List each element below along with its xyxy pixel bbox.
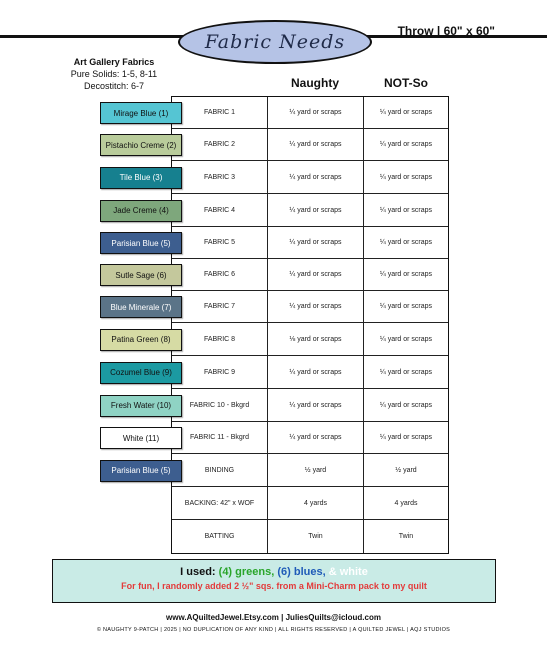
column-header-naughty: Naughty (291, 76, 339, 90)
fabric-brand-info (58, 56, 170, 92)
not-so-amount-cell: ¼ yard or scraps (379, 141, 433, 148)
table-row (172, 520, 448, 553)
not-so-amount-cell: ¼ yard or scraps (379, 206, 433, 214)
fabric-name-cell: FABRIC 8 (172, 323, 268, 355)
color-swatch: Sutle Sage (6) (100, 264, 182, 286)
fabric-name-cell: FABRIC 10 - Bkgrd (172, 389, 268, 421)
copyright-line: © NAUGHTY 9-PATCH | 2025 | NO DUPLICATION OF ANY KIND | ALL RIGHTS RESERVED | A QUILTED JEWEL | AQJ STUDIOS (96, 627, 451, 633)
color-swatch: Pistachio Creme (2) (100, 134, 182, 156)
table-row (172, 454, 448, 487)
brand-line-solids: Pure Solids: 1-5, 8-11 (70, 69, 158, 79)
table-row (172, 422, 448, 454)
not-so-amount-cell: ¼ yard or scraps (379, 335, 433, 343)
naughty-amount-cell: ¼ yard or scraps (268, 194, 364, 226)
fabric-name-cell: FABRIC 9 (172, 356, 268, 388)
color-swatch: Mirage Blue (1) (100, 102, 182, 124)
naughty-amount-cell: ¼ yard or scraps (268, 129, 364, 160)
naughty-amount-cell: ½ yard (268, 454, 364, 486)
naughty-amount-cell: ¼ yard or scraps (268, 389, 364, 421)
table-row (172, 487, 448, 520)
naughty-amount-cell: Twin (268, 520, 364, 553)
naughty-amount-cell: ¼ yard or scraps (268, 356, 364, 388)
notes-fun-line: For fun, I randomly added 2 ½" sqs. from a Mini-Charm pack to my quilt (121, 581, 427, 591)
fabric-name-cell: BINDING (172, 454, 268, 486)
fabric-name-cell: BATTING (172, 520, 268, 553)
fabric-name-cell: FABRIC 1 (172, 97, 268, 128)
fabric-name-cell: FABRIC 2 (172, 129, 268, 160)
notes-used-prefix: I used: (180, 566, 219, 578)
column-header-not-so: NOT-So (384, 76, 428, 90)
not-so-amount-cell: ¼ yard or scraps (379, 173, 433, 181)
notes-used-line (53, 566, 495, 578)
naughty-amount-cell: 4 yards (268, 487, 364, 519)
page-title: Fabric Needs (178, 20, 372, 64)
naughty-amount-cell: ⅛ yard or scraps (268, 323, 364, 355)
table-row (172, 389, 448, 422)
notes-greens: (4) greens, (218, 566, 275, 578)
color-swatch: Cozumel Blue (9) (100, 362, 182, 384)
table-row (172, 97, 448, 129)
table-row (172, 323, 448, 356)
color-swatch: White (11) (100, 427, 182, 449)
naughty-amount-cell: ¼ yard or scraps (268, 422, 364, 453)
naughty-amount-cell: ¼ yard or scraps (268, 161, 364, 193)
naughty-amount-cell: ¼ yard or scraps (268, 97, 364, 128)
not-so-amount-cell: ¼ yard or scraps (379, 401, 433, 409)
fabric-name-cell: FABRIC 11 - Bkgrd (172, 422, 268, 453)
naughty-amount-cell: ¼ yard or scraps (268, 227, 364, 258)
notes-box (52, 559, 496, 603)
fabric-name-cell: FABRIC 3 (172, 161, 268, 193)
not-so-amount-cell: ¼ yard or scraps (379, 239, 433, 246)
table-row (172, 129, 448, 161)
table-row (172, 291, 448, 323)
brand-name: Art Gallery Fabrics (73, 57, 155, 67)
not-so-amount-cell: ¼ yard or scraps (379, 368, 433, 376)
not-so-amount-cell: ¼ yard or scraps (379, 303, 433, 310)
website-line: www.AQuiltedJewel.Etsy.com | JuliesQuilts@icloud.com (166, 613, 381, 622)
fabric-name-cell: FABRIC 4 (172, 194, 268, 226)
not-so-amount-cell: ¼ yard or scraps (379, 109, 433, 116)
table-row (172, 161, 448, 194)
fabric-name-cell: BACKING: 42" x WOF (172, 487, 268, 519)
color-swatch: Blue Minerale (7) (100, 296, 182, 318)
fabric-name-cell: FABRIC 5 (172, 227, 268, 258)
color-swatch: Parisian Blue (5) (100, 460, 182, 482)
naughty-amount-cell: ¼ yard or scraps (268, 259, 364, 290)
not-so-amount-cell: 4 yards (394, 499, 418, 507)
naughty-amount-cell: ¼ yard or scraps (268, 291, 364, 322)
not-so-amount-cell: ¼ yard or scraps (379, 271, 433, 278)
not-so-amount-cell: Twin (398, 533, 414, 540)
table-row (172, 259, 448, 291)
fabric-name-cell: FABRIC 7 (172, 291, 268, 322)
color-swatch: Jade Creme (4) (100, 200, 182, 222)
not-so-amount-cell: ¼ yard or scraps (379, 434, 433, 441)
brand-line-decostitch: Decostitch: 6-7 (83, 81, 145, 91)
size-label: Throw | 60" x 60" (397, 24, 495, 38)
color-swatch: Tile Blue (3) (100, 167, 182, 189)
fabric-table (171, 96, 449, 554)
fabric-name-cell: FABRIC 6 (172, 259, 268, 290)
table-row (172, 356, 448, 389)
not-so-amount-cell: ½ yard (395, 466, 417, 474)
notes-blues: (6) blues, (277, 566, 326, 578)
color-swatch: Parisian Blue (5) (100, 232, 182, 254)
color-swatch: Fresh Water (10) (100, 395, 182, 417)
table-row (172, 194, 448, 227)
notes-white: & white (328, 566, 368, 578)
color-swatch: Patina Green (8) (100, 329, 182, 351)
table-row (172, 227, 448, 259)
